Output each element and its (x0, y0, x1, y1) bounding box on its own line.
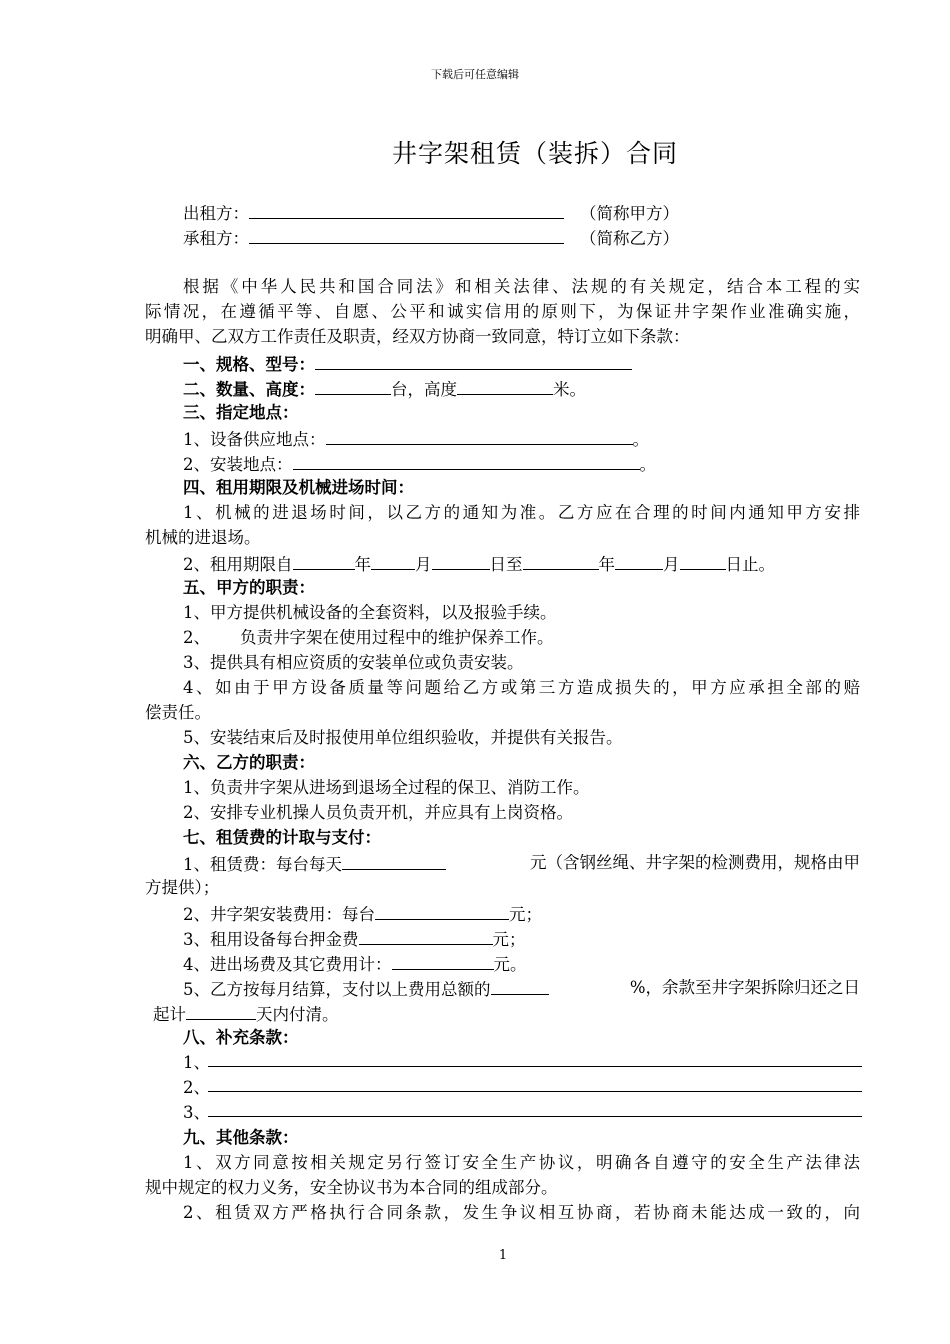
s5-item-1: 1、甲方提供机械设备的全套资料，以及报验手续。 (183, 603, 557, 622)
section-2-heading: 二、数量、高度： (183, 380, 315, 399)
lessee-line (183, 226, 679, 250)
s5-item-2 (183, 627, 554, 649)
section-9-heading: 九、其他条款： (183, 1128, 299, 1147)
settlement-days-label: 起计 (153, 1005, 186, 1024)
end-month-field[interactable] (615, 552, 663, 570)
install-location-line (183, 452, 656, 476)
s9-item-1a: 1、双方同意按相关规定另行签订安全生产协议，明确各自遵守的安全生产法律法 (183, 1153, 860, 1172)
height-unit: 米。 (553, 380, 586, 399)
lessee-name-field[interactable] (249, 226, 564, 244)
model-field[interactable] (315, 352, 632, 370)
section-6-heading: 六、乙方的职责： (183, 753, 315, 772)
rental-period-label: 2、租用期限自 (183, 555, 293, 574)
quantity-unit: 台，高度 (391, 380, 457, 399)
s5-item-2-text: 负责井字架在使用过程中的维护保养工作。 (240, 628, 554, 647)
supplement-field-1[interactable] (208, 1066, 862, 1067)
lessor-suffix: （简称甲方） (580, 204, 679, 223)
section-2 (183, 377, 586, 401)
s5-item-4a: 4、如由于甲方设备质量等问题给乙方或第三方造成损失的，甲方应承担全部的赔 (183, 678, 860, 697)
height-field[interactable] (457, 377, 553, 395)
entry-fee-field[interactable] (392, 952, 494, 970)
supplement-field-3[interactable] (208, 1116, 862, 1117)
settlement-percent-field[interactable] (491, 977, 549, 995)
install-location-end: 。 (639, 455, 656, 474)
install-fee-unit: 元； (509, 905, 542, 924)
settlement-days-end: 天内付清。 (256, 1005, 339, 1024)
settlement-days-field[interactable] (186, 1002, 256, 1020)
install-fee-line (183, 902, 542, 926)
supplement-number-3: 3、 (183, 1103, 210, 1122)
s5-item-3: 3、提供具有相应资质的安装单位或负责安装。 (183, 653, 524, 672)
lessee-label: 承租方： (183, 229, 249, 248)
s4-item-1a: 1、机械的进退场时间，以乙方的通知为准。乙方应在合理的时间内通知甲方安排 (183, 503, 860, 522)
supply-location-field[interactable] (326, 427, 633, 445)
month-label: 月 (415, 555, 432, 574)
supply-location-end: 。 (632, 430, 649, 449)
deposit-line (183, 927, 526, 951)
settlement-line (183, 977, 860, 1001)
start-day-field[interactable] (432, 552, 490, 570)
s9-item-1b: 规中规定的权力义务，安全协议书为本合同的组成部分。 (145, 1178, 558, 1197)
install-location-label: 2、安装地点： (183, 455, 293, 474)
supplement-number-1: 1、 (183, 1053, 210, 1072)
install-fee-field[interactable] (375, 902, 509, 920)
entry-fee-unit: 元。 (493, 955, 527, 974)
lessor-label: 出租方： (183, 204, 249, 223)
section-4-heading: 四、租用期限及机械进场时间： (183, 478, 414, 497)
entry-fee-line (183, 952, 527, 976)
intro-line-2: 际情况，在遵循平等、自愿、公平和诚实信用的原则下，为保证井字架作业准确实施， (145, 302, 860, 321)
install-fee-label: 2、井字架安装费用：每台 (183, 905, 375, 924)
end-year-field[interactable] (523, 552, 599, 570)
header-note: 下载后可任意编辑 (431, 68, 519, 81)
document-title: 井字架租赁（装拆）合同 (391, 139, 678, 168)
lessee-suffix: （简称乙方） (580, 229, 679, 248)
deposit-field[interactable] (359, 927, 493, 945)
rent-fee-note: 元（含钢丝绳、井字架的检测费用，规格由甲 (530, 853, 860, 872)
deposit-unit: 元； (492, 930, 526, 949)
supplement-number-2: 2、 (183, 1078, 210, 1097)
s4-item-1b: 机械的进退场。 (145, 528, 261, 547)
section-8-heading: 八、补充条款： (183, 1028, 299, 1047)
rent-fee-label: 1、租赁费：每台每天 (183, 855, 342, 874)
day-end-label: 日止。 (725, 555, 775, 574)
day-to-label: 日至 (489, 555, 523, 574)
deposit-label: 3、租用设备每台押金费 (183, 930, 359, 949)
year-label: 年 (354, 555, 371, 574)
s6-item-1: 1、负责井字架从进场到退场全过程的保卫、消防工作。 (183, 778, 590, 797)
month-label-2: 月 (663, 555, 680, 574)
rental-period-line (183, 552, 775, 576)
quantity-field[interactable] (315, 377, 391, 395)
supplement-field-2[interactable] (208, 1091, 862, 1092)
section-7-heading: 七、租赁费的计取与支付： (183, 828, 381, 847)
section-1-heading: 一、规格、型号： (183, 355, 315, 374)
lessor-line (183, 201, 679, 225)
daily-rent-field[interactable] (342, 852, 446, 870)
rent-fee-line (183, 852, 860, 876)
supply-location-label: 1、设备供应地点： (183, 430, 326, 449)
entry-fee-label: 4、进出场费及其它费用计： (183, 955, 392, 974)
settlement-remainder: %，余款至井字架拆除归还之日 (629, 978, 860, 997)
intro-line-1: 根据《中华人民共和国合同法》和相关法律、法规的有关规定，结合本工程的实 (183, 277, 860, 296)
end-day-field[interactable] (680, 552, 726, 570)
s5-item-5: 5、安装结束后及时报使用单位组织验收，并提供有关报告。 (183, 728, 623, 747)
s5-item-4b: 偿责任。 (145, 703, 211, 722)
start-year-field[interactable] (293, 552, 355, 570)
lessor-name-field[interactable] (249, 201, 564, 219)
intro-line-3: 明确甲、乙双方工作责任及职责，经双方协商一致同意，特订立如下条款： (145, 327, 690, 346)
year-label-2: 年 (598, 555, 615, 574)
section-1 (183, 352, 632, 376)
settlement-days-line (153, 1002, 339, 1026)
settlement-label: 5、乙方按每月结算，支付以上费用总额的 (183, 980, 491, 999)
s6-item-2: 2、安排专业机操人员负责开机，并应具有上岗资格。 (183, 803, 573, 822)
page-number: 1 (498, 1248, 508, 1263)
section-3-heading: 三、指定地点： (183, 403, 299, 422)
s5-item-2-number: 2、 (183, 628, 210, 647)
supply-location-line (183, 427, 649, 451)
start-month-field[interactable] (371, 552, 415, 570)
section-5-heading: 五、甲方的职责： (183, 578, 315, 597)
rent-fee-note-cont: 方提供）； (145, 878, 220, 897)
install-location-field[interactable] (293, 452, 640, 470)
s9-item-2a: 2、租赁双方严格执行合同条款，发生争议相互协商，若协商未能达成一致的，向 (183, 1203, 860, 1222)
